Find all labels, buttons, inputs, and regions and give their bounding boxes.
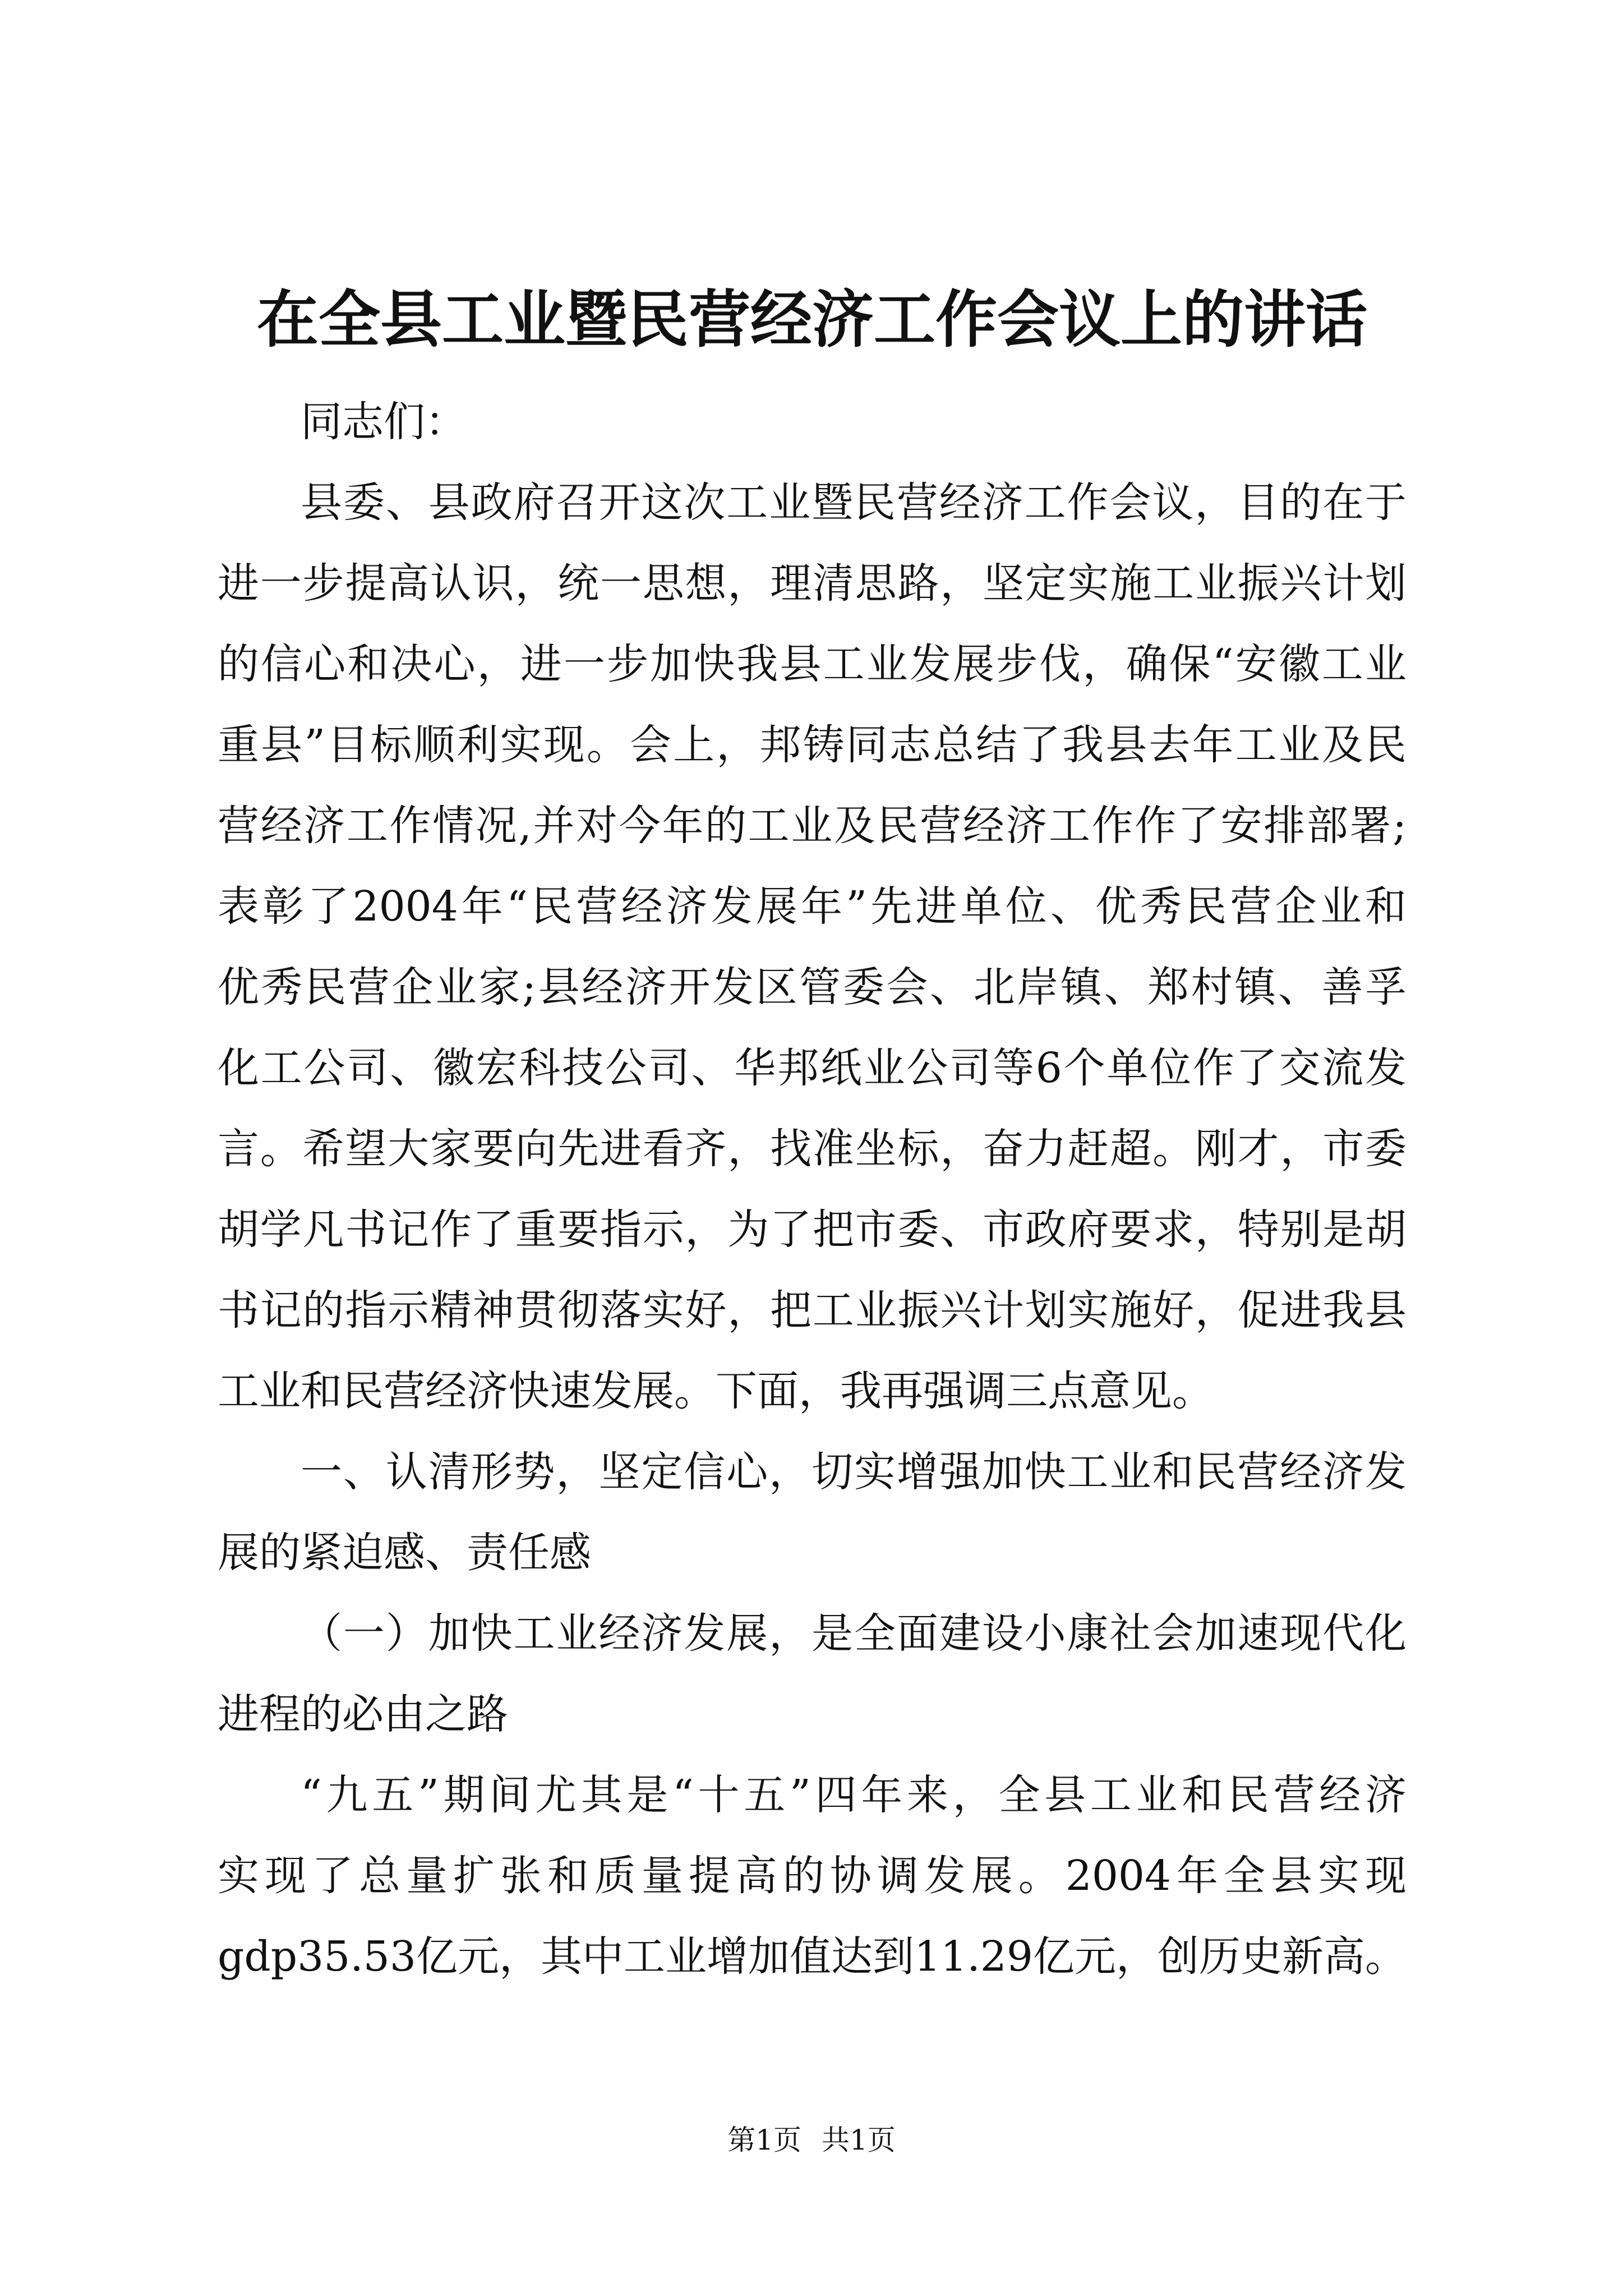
- paragraph-line: 工业和民营经济快速发展。下面，我再强调三点意见。: [218, 1367, 1214, 1415]
- section-heading-line: 展的紧迫感、责任感: [218, 1529, 591, 1577]
- paragraph-line: 进一步提高认识，统一思想，理清思路，坚定实施工业振兴计划: [218, 559, 1407, 608]
- page-footer: [0, 2120, 1623, 2160]
- paragraph-line: gdp35.53亿元，其中工业增加值达到11.29亿元，创历史新高。: [218, 1932, 1407, 1981]
- salutation-line: 同志们：: [301, 398, 467, 446]
- document-body: [218, 381, 1407, 1997]
- subsection-heading-line: 进程的必由之路: [218, 1690, 508, 1738]
- paragraph-line: 书记的指示精神贯彻落实好，把工业振兴计划实施好，促进我县: [218, 1286, 1407, 1335]
- paragraph-line: 优秀民营企业家;县经济开发区管委会、北岸镇、郑村镇、善孚: [218, 963, 1407, 1011]
- paragraph-line: 的信心和决心，进一步加快我县工业发展步伐，确保“安徽工业: [218, 640, 1407, 688]
- paragraph-line: 化工公司、徽宏科技公司、华邦纸业公司等6个单位作了交流发: [218, 1044, 1407, 1092]
- paragraph-line: “九五”期间尤其是“十五”四年来，全县工业和民营经济: [301, 1771, 1407, 1819]
- subsection-heading-line: （一）加快工业经济发展，是全面建设小康社会加速现代化: [301, 1609, 1407, 1658]
- page-total: 共1页: [821, 2124, 896, 2156]
- document-title: 在全县工业暨民营经济工作会议上的讲话: [257, 283, 1367, 356]
- paragraph-line: 营经济工作情况,并对今年的工业及民营经济工作作了安排部署;: [218, 802, 1407, 850]
- page-number: 第1页: [727, 2124, 802, 2156]
- paragraph-line: 胡学凡书记作了重要指示，为了把市委、市政府要求，特别是胡: [218, 1205, 1407, 1254]
- paragraph-line: 重县”目标顺利实现。会上，邦铸同志总结了我县去年工业及民: [218, 721, 1407, 769]
- section-heading-line: 一、认清形势，坚定信心，切实增强加快工业和民营经济发: [301, 1448, 1407, 1496]
- paragraph-line: 表彰了2004年“民营经济发展年”先进单位、优秀民营企业和: [218, 882, 1407, 931]
- paragraph-line: 县委、县政府召开这次工业暨民营经济工作会议，目的在于: [301, 478, 1407, 527]
- paragraph-line: 言。希望大家要向先进看齐，找准坐标，奋力赶超。刚才，市委: [218, 1125, 1407, 1173]
- paragraph-line: 实现了总量扩张和质量提高的协调发展。2004年全县实现: [218, 1852, 1407, 1900]
